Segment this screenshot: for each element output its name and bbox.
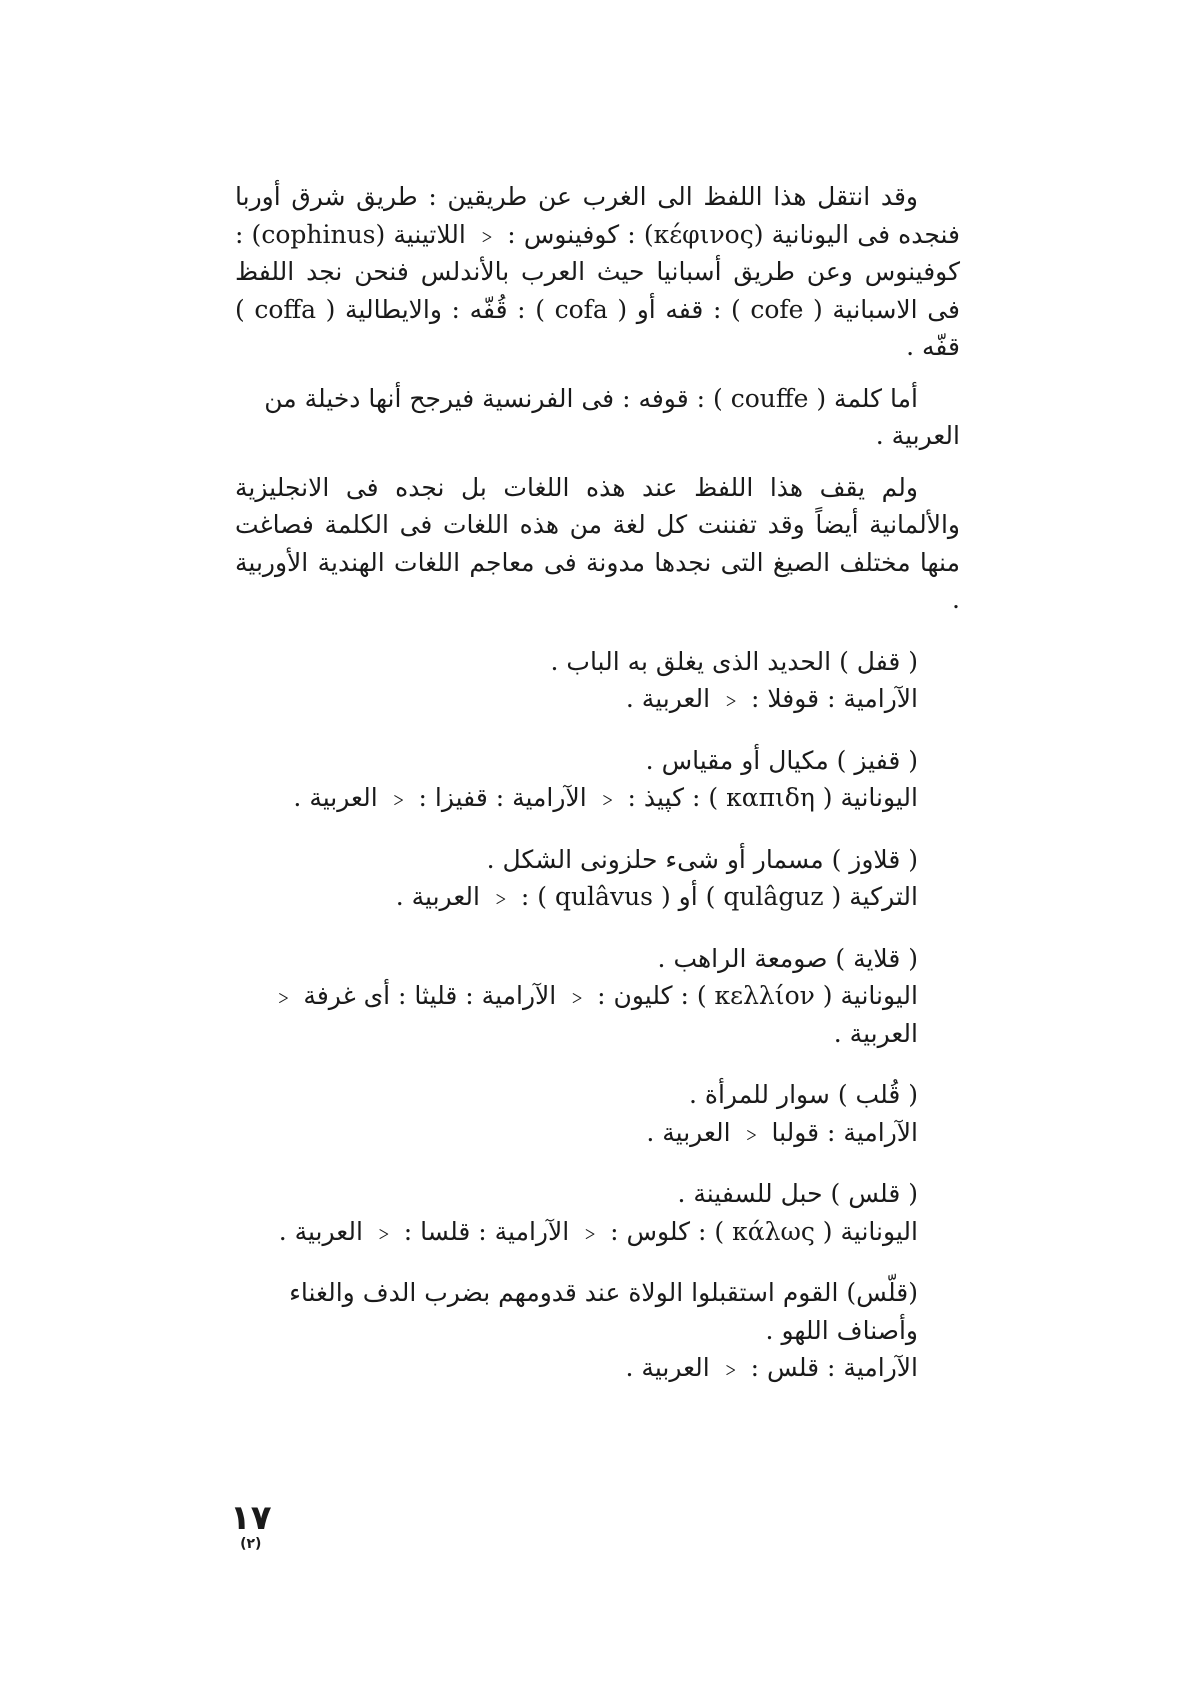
- paragraph-westward-transfer: وقد انتقل هذا اللفظ الى الغرب عن طريقين : طريق شرق أوربا فنجده فى اليونانية (κέφινος) : كوفينوس : ﹤ اللاتينية (cophinus) : كوفينوس وعن طريق أسبانيا حيث العرب بالأندلس فنحن نجد اللفظ فى الاسبانية ( cofe ) : قفه أو ( cofa ) : قُفّه : والايطالية ( coffa ) قفّه .: [235, 182, 961, 361]
- entry-etymology: الآرامية : قوفلا : ﹤ العربية .: [625, 684, 918, 713]
- entry-headword: ( قلاوز ) مسمار أو شىء حلزونى الشكل .: [486, 844, 918, 874]
- entry-headword: ( قُلب ) سوار للمرأة .: [688, 1080, 918, 1109]
- paragraph-european-languages: ولم يقف هذا اللفظ عند هذه اللغات بل نجده فى الانجليزية والألمانية أيضاً وقد تفننت كل لغة من هذه اللغات فى الكلمة فصاغت منها مختلف الصيغ التى نجدها مدونة فى معاجم اللغات الهندية الأوربية .: [235, 472, 960, 614]
- paragraph-french: أما كلمة ( couffe ) : قوفه : فى الفرنسية فيرجح أنها دخيلة من العربية .: [264, 383, 960, 450]
- entry-qallaya: [235, 940, 960, 1053]
- entry-headword: ( قفيز ) مكيال أو مقياس .: [645, 745, 918, 775]
- signature-mark: (٢): [240, 1536, 262, 1552]
- entry-headword: ( قلاية ) صومعة الراهب .: [657, 943, 918, 973]
- entry-headword: (قلّس) القوم استقبلوا الولاة عند قدومهم بضرب الدف والغناء وأصناف اللهو .: [289, 1278, 918, 1345]
- entry-etymology: اليونانية ( κάλως ) : كلوس : ﹤ الآرامية : قلسا : ﹤ العربية .: [278, 1216, 918, 1246]
- entry-etymology: التركية ( qulâguz ) أو ( qulâvus ) : ﹤ العربية .: [395, 882, 918, 911]
- text-column: [235, 178, 960, 1387]
- entry-headword: ( قفل ) الحديد الذى يغلق به الباب .: [550, 646, 918, 676]
- entry-qalawuz: [235, 841, 960, 916]
- entry-qafiz: [235, 742, 960, 817]
- entry-qallas: [235, 1274, 960, 1387]
- entry-qulb: [235, 1076, 960, 1151]
- page-footer: [230, 1500, 272, 1552]
- entry-qufl: [235, 643, 960, 718]
- page-number: ١٧: [230, 1498, 272, 1538]
- entry-etymology: الآرامية : قولبا ﹤ العربية .: [646, 1117, 918, 1147]
- entry-headword: ( قلس ) حبل للسفينة .: [677, 1179, 918, 1208]
- entry-qals: [235, 1175, 960, 1250]
- entry-etymology: الآرامية : قلس : ﹤ العربية .: [625, 1353, 918, 1382]
- entry-etymology: اليونانية ( κελλίον ) : كليون : ﹤ الآرامية : قليثا : أى غرفة ﹤ العربية .: [270, 981, 918, 1048]
- entry-etymology: اليونانية ( καπιδη ) : كپيذ : ﹤ الآرامية : قفيزا : ﹤ العربية .: [293, 783, 918, 812]
